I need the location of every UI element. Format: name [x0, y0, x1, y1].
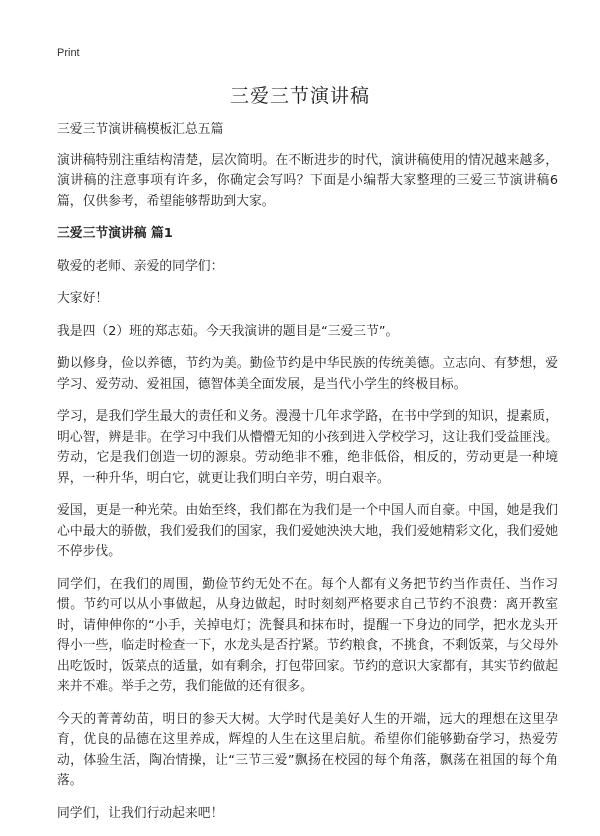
- paragraph-study: 学习，是我们学生最大的责任和义务。漫漫十几年求学路，在书中学到的知识，提素质，明心智，辨是非。在学习中我们从懵懵无知的小孩到进入学校学习，这让我们受益匪浅。劳动，它是我们创造一切的源泉。劳动绝非不雅，绝非低俗，相反的，劳动更是一种境界，一种升华，明白它，就更让我们明白辛劳，明白艰辛。: [57, 409, 558, 486]
- document-subtitle: 三爱三节演讲稿模板汇总五篇: [57, 122, 224, 137]
- paragraph-self-intro: 我是四（2）班的郑志茹。今天我演讲的题目是“三爱三节”。: [57, 323, 399, 339]
- paragraph-greeting: 敬爱的老师、亲爱的同学们：: [57, 258, 224, 274]
- paragraph-saving: 同学们，在我们的周围，勤俭节约无处不在。每个人都有义务把节约当作责任、当作习惯。节约可以从小事做起，从身边做起，时时刻刻严格要求自己节约不浪费：离开教室时，请伸伸你的“小手，关掉电灯；洗餐具和抹布时，提醒一下身边的同学，把水龙头开得小一些，临走时检查一下，水龙头是否拧紧。节约粮食，不挑食，不剩饭菜，与父母外出吃饭时，饭菜点的适量，如有剩余，打包带回家。节约的意识大家都有，其实节约做起来并不难。举手之劳，我们能做的还有很多。: [57, 576, 558, 694]
- document-body: [57, 120, 558, 836]
- paragraph-closing: 同学们，让我们行动起来吧！: [57, 805, 224, 821]
- paragraph-frugality: 勤以修身，俭以养德，节约为美。勤俭节约是中华民族的传统美德。立志向、有梦想，爱学习、爱劳动、爱祖国，德智体美全面发展，是当代小学生的终极目标。: [57, 356, 558, 392]
- section-heading: 三爱三节演讲稿 篇1: [57, 226, 173, 241]
- intro-paragraph: 演讲稿特别注重结构清楚，层次简明。在不断进步的时代，演讲稿使用的情况越来越多，演讲稿的注意事项有许多，你确定会写吗？下面是小编帮大家整理的三爱三节演讲稿6篇，仅供参考，希望能够帮助到大家。: [57, 152, 558, 209]
- print-link[interactable]: Print: [57, 47, 80, 59]
- paragraph-patriotism: 爱国，更是一种光荣。由始至终，我们都在为我们是一个中国人而自豪。中国，她是我们心中最大的骄傲，我们爱我们的国家，我们爱她泱泱大地，我们爱她精彩文化，我们爱她不停步伐。: [57, 503, 558, 559]
- document-title: 三爱三节演讲稿: [229, 85, 370, 107]
- paragraph-hope: 今天的菁菁幼苗，明日的参天大树。大学时代是美好人生的开端，远大的理想在这里孕育，优良的品德在这里养成，辉煌的人生在这里启航。希望你们能够勤奋学习，热爱劳动，体验生活，陶冶情操，让“三节三爱”飘扬在校园的每个角落，飘荡在祖国的每个角落。: [57, 711, 558, 788]
- paragraph-hello: 大家好！: [57, 291, 109, 306]
